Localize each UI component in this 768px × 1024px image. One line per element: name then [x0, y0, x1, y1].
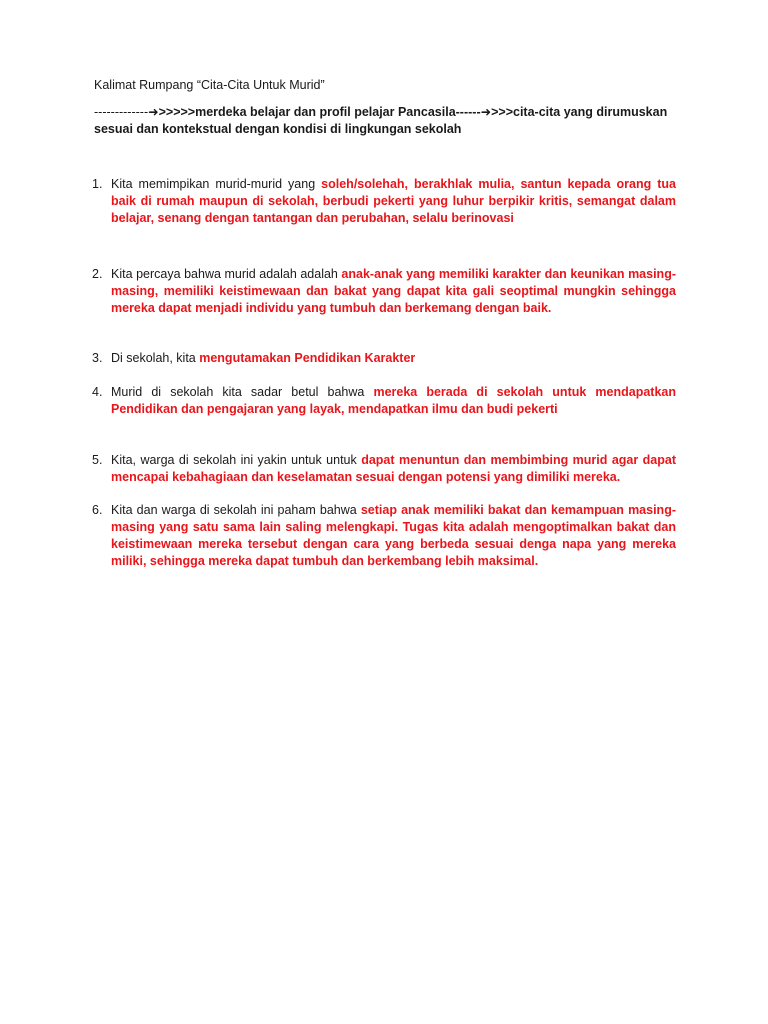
list-item — [92, 384, 676, 418]
list-item — [92, 452, 676, 486]
list-item-text — [111, 266, 676, 317]
list-item-number: 1. — [92, 177, 103, 191]
list-item — [92, 502, 676, 570]
list-item-highlight: setiap anak memiliki bakat dan kemampuan masing-masing yang satu sama lain saling melengkapi. Tugas kita adalah mengoptimalkan bakat dan keistimewaan mereka tersebut dengan cara yang berbeda sesuai denga napa yang mereka miliki, sehingga mereka dapat tumbuh dan berkembang lebih maksimal. — [111, 503, 676, 568]
list-item-number: 2. — [92, 267, 103, 281]
arrow-right-icon: ➜ — [480, 105, 492, 119]
list-item-highlight: anak-anak yang memiliki karakter dan keunikan masing-masing, memiliki keistimewaan dan bakat yang dapat kita gali seoptimal mungkin sehingga mereka dapat menjadi individu yang tumbuh dan berkemang dengan baik. — [111, 267, 676, 315]
list-item-highlight: mengutamakan Pendidikan Karakter — [199, 351, 416, 365]
list-item-highlight: soleh/solehah, berakhlak mulia, santun kepada orang tua baik di rumah maupun di sekolah, berbudi pekerti yang luhur berpikir kritis, semangat dalam belajar, senang dengan tantangan dan perubahan, selalu berinovasi — [111, 177, 677, 225]
list-item — [92, 176, 676, 227]
list-item-number: 4. — [92, 385, 103, 399]
list-item-highlight: dapat menuntun dan membimbing murid agar dapat mencapai kebahagiaan dan keselamatan sesuai dengan potensi yang dimiliki mereka. — [111, 453, 676, 484]
list-item-plain: Murid di sekolah kita sadar betul bahwa — [111, 385, 374, 399]
arrow-right-icon: ➜ — [148, 105, 159, 119]
list-item — [92, 266, 676, 317]
document-title: Kalimat Rumpang “Cita-Cita Untuk Murid” — [94, 78, 325, 92]
intro-text-1: >>>>>merdeka belajar dan profil pelajar Pancasila------ — [158, 105, 481, 119]
list-item-plain: Kita, warga di sekolah ini yakin untuk untuk — [111, 453, 362, 467]
list-item-plain: Kita percaya bahwa murid adalah adalah — [111, 267, 342, 281]
list-item-text — [111, 452, 676, 486]
list-item-highlight: mereka berada di sekolah untuk mendapatkan Pendidikan dan pengajaran yang layak, mendapatkan ilmu dan budi pekerti — [111, 385, 676, 416]
list-item-plain: Di sekolah, kita — [111, 351, 200, 365]
list-item-plain: Kita memimpikan murid-murid yang — [111, 177, 322, 191]
list-item-plain: Kita dan warga di sekolah ini paham bahwa — [111, 503, 361, 517]
intro-dashes: ------------- — [94, 105, 149, 119]
list-item-text — [111, 384, 676, 418]
list-item-number: 5. — [92, 453, 103, 467]
intro-text-2: >>>cita-cita yang dirumuskan sesuai dan kontekstual dengan kondisi di lingkungan sekolah — [94, 105, 668, 136]
list-item-text — [111, 502, 676, 570]
list-item-number: 3. — [92, 351, 103, 365]
list-item-text — [111, 350, 676, 367]
list-item-text — [111, 176, 676, 227]
intro-paragraph — [94, 104, 684, 138]
list-item-number: 6. — [92, 503, 103, 517]
list-item — [92, 350, 676, 367]
